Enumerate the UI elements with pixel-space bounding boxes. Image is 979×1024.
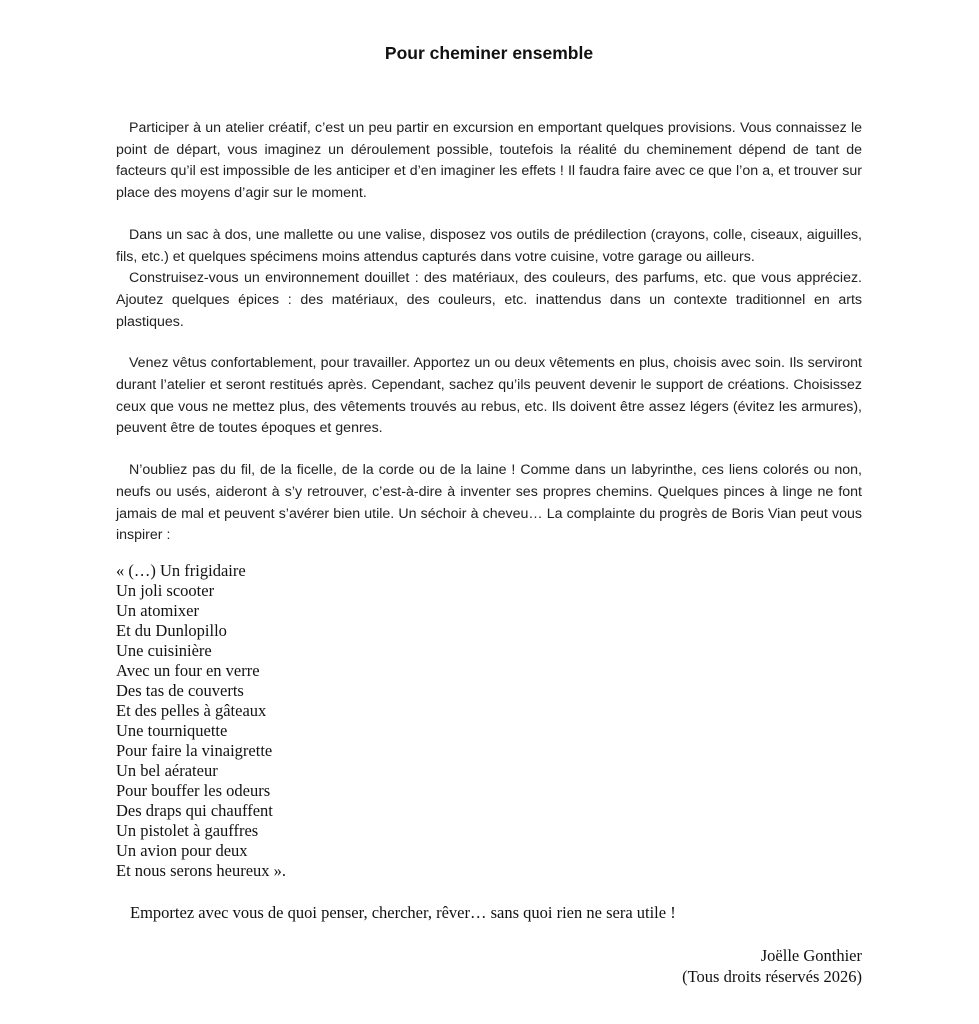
- poem-line: Un atomixer: [116, 600, 199, 620]
- closing-line: Emportez avec vous de quoi penser, chercher, rêver… sans quoi rien ne sera utile !: [130, 902, 676, 922]
- signature-block: [116, 945, 862, 987]
- paragraph-environnement: Construisez-vous un environnement douillet : des matériaux, des couleurs, des parfums, etc. que vous appréciez. Ajoutez quelques épices : des matériaux, des couleurs, etc. inattendus dans un contexte traditionnel en arts plastiques.: [116, 270, 862, 330]
- poem-line: Et du Dunlopillo: [116, 620, 227, 640]
- poem-line: Pour bouffer les odeurs: [116, 780, 271, 800]
- paragraph-vetements: Venez vêtus confortablement, pour travailler. Apportez un ou deux vêtements en plus, choisis avec soin. Ils serviront durant l’atelier et seront restitués après. Cependant, sachez qu’ils peuvent devenir le support de créations. Choisissez ceux que vous ne mettez plus, des vêtements trouvés au rebus, etc. Ils doivent être assez légers (évitez les armures), peuvent être de toutes époques et genres.: [116, 355, 862, 437]
- author-name: Joëlle Gonthier: [760, 945, 862, 965]
- poem-line: Et des pelles à gâteaux: [116, 700, 267, 720]
- poem-line: Des tas de couverts: [116, 680, 244, 700]
- poem-line: Pour faire la vinaigrette: [116, 740, 273, 760]
- poem-line: Une tourniquette: [116, 720, 228, 740]
- rights-notice: (Tous droits réservés 2026): [682, 966, 862, 986]
- poem-line: Une cuisinière: [116, 640, 212, 660]
- poem-line: « (…) Un frigidaire: [116, 560, 246, 580]
- poem-line: Un avion pour deux: [116, 840, 248, 860]
- poem-line: Un bel aérateur: [116, 760, 218, 780]
- poem-line: Un pistolet à gauffres: [116, 820, 259, 840]
- poem-line: Un joli scooter: [116, 580, 215, 600]
- paragraph-intro: Participer à un atelier créatif, c’est un peu partir en excursion en emportant quelques provisions. Vous connaissez le point de départ, vous imaginez un déroulement possible, toutefois la réalité du cheminement dépend de tant de facteurs qu’il est impossible de les anticiper et d’en imaginer les effets ! Il faudra faire avec ce que l’on a, et trouver sur place des moyens d’agir sur le moment.: [116, 120, 862, 202]
- poem-line: Avec un four en verre: [116, 660, 260, 680]
- page-title: Pour cheminer ensemble: [384, 43, 594, 63]
- paragraph-sac-a-dos: Dans un sac à dos, une mallette ou une valise, disposez vos outils de prédilection (crayons, colle, ciseaux, aiguilles, fils, etc.) et quelques spécimens moins attendus capturés dans votre cuisine, votre garage ou ailleurs.: [116, 226, 862, 265]
- poem-quote: [116, 561, 862, 881]
- paragraph-fil-ficelle: N’oubliez pas du fil, de la ficelle, de la corde ou de la laine ! Comme dans un labyrinthe, ces liens colorés ou non, neufs ou usés, aideront à s’y retrouver, c’est-à-dire à inventer ses propres chemins. Quelques pinces à linge ne font jamais de mal et peuvent s’avérer bien utile. Un séchoir à cheveu… La complainte du progrès de Boris Vian peut vous inspirer :: [116, 462, 862, 544]
- poem-line: Et nous serons heureux ».: [116, 860, 287, 880]
- poem-line: Des draps qui chauffent: [116, 800, 273, 820]
